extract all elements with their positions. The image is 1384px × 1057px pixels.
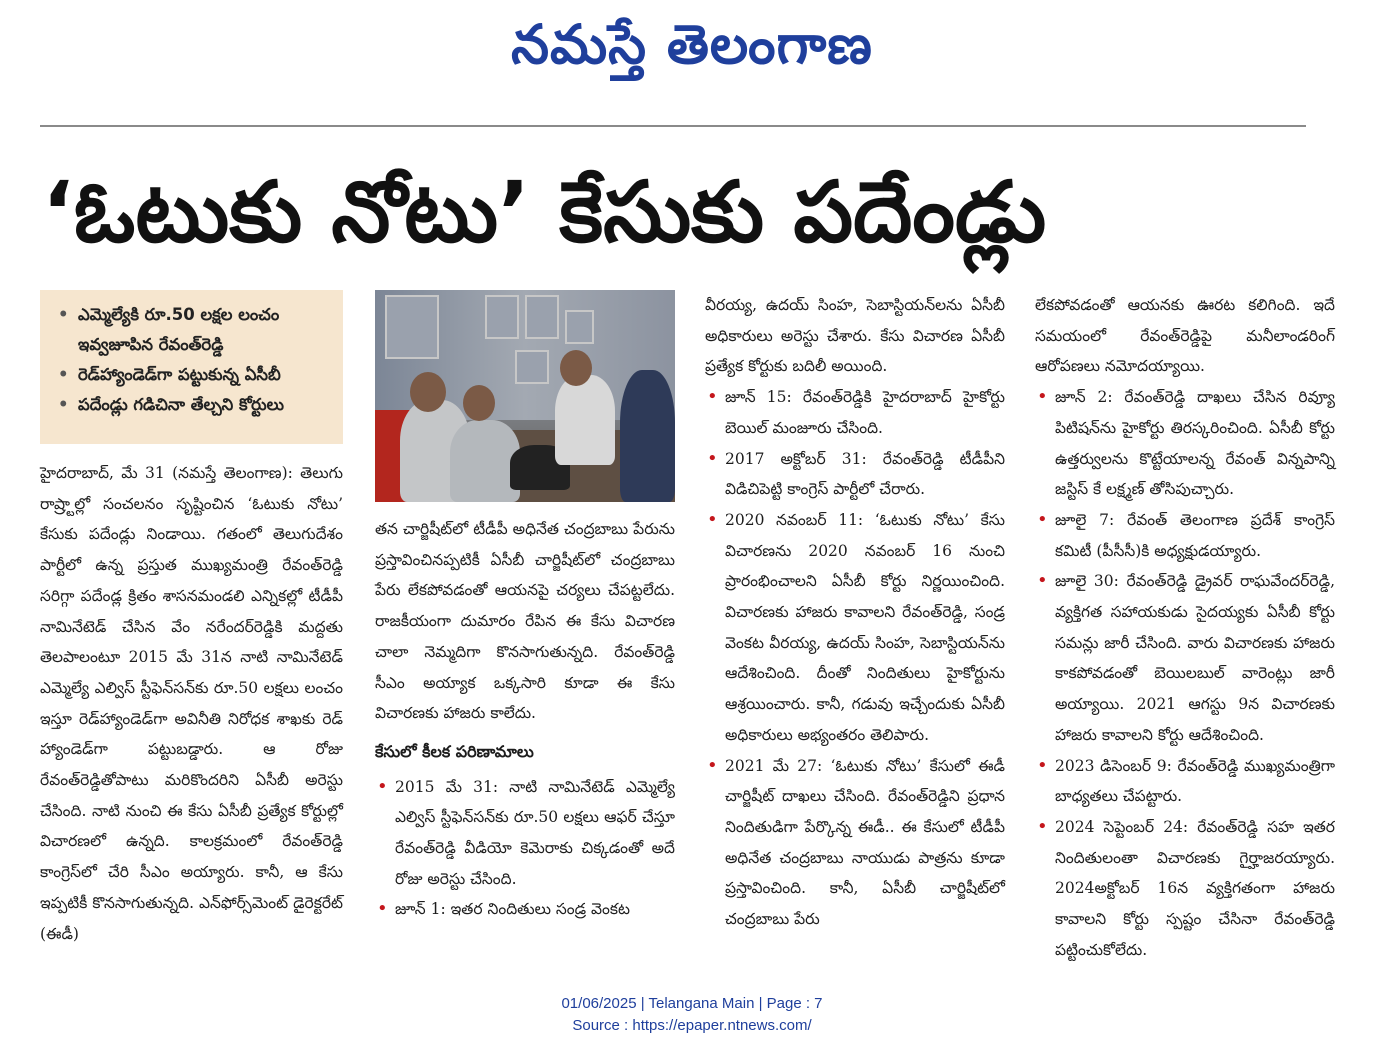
article-column-3 xyxy=(705,290,1005,934)
timeline-item: • 2021 మే 27: ‘ఓటుకు నోటు’ కేసులో ఈడీ చార్జిషీట్ దాఖలు చేసింది. రేవంత్‌రెడ్డిని ప్రధాన నిందితుడిగా పేర్కొన్న ఈడీ.. ఈ కేసులో టీడీపీ అధినేత చంద్రబాబు నాయుడు పాత్రను కూడా ప్రస్తావించింది. కానీ, ఏసీబీ చార్జిషీట్‌లో చంద్రబాబు పేరు xyxy=(705,751,1005,935)
masthead-divider xyxy=(40,125,1306,127)
timeline-item: • జూన్ 15: రేవంత్‌రెడ్డికి హైదరాబాద్ హైకోర్టు బెయిల్ మంజూరు చేసింది. xyxy=(705,382,1005,443)
article-column-2 xyxy=(375,514,675,934)
timeline-item: • 2024 సెప్టెంబర్ 24: రేవంత్‌రెడ్డి సహ ఇతర నిందితులంతా విచారణకు గైర్హాజరయ్యారు. 2024అక్టోబర్ 16న వ్యక్తిగతంగా హాజరు కావాలని కోర్టు స్పష్టం చేసినా రేవంత్‌రెడ్డి పట్టించుకోలేదు. xyxy=(1035,812,1335,966)
page-footer xyxy=(0,993,1384,1037)
article-body-text: తన చార్జిషీట్‌లో టీడీపీ అధినేత చంద్రబాబు పేరును ప్రస్తావించినప్పటికీ ఏసీబీ చార్జిషీట్‌లో చంద్రబాబు పేరు లేకపోవడంతో ఆయనపై చర్యలు చేపట్టలేదు. రాజకీయంగా దుమారం రేపిన ఈ కేసు విచారణ చాలా నెమ్మదిగా కొనసాగుతున్నది. రేవంత్‌రెడ్డి సీఎం అయ్యాక ఒక్కసారి కూడా ఈ కేసు విచారణకు హాజరు కాలేదు. xyxy=(375,520,675,723)
section-subheading: కేసులో కీలక పరిణామాలు xyxy=(375,741,534,761)
timeline-item: • జూలై 7: రేవంత్ తెలంగాణ ప్రదేశ్ కాంగ్రెస్ కమిటీ (పీసీసీ)కి అధ్యక్షుడయ్యారు. xyxy=(1035,505,1335,566)
footer-source-link[interactable]: Source : https://epaper.ntnews.com/ xyxy=(572,1017,812,1034)
article-body-text: వీరయ్య, ఉదయ్ సింహ, సెబాస్టియన్‌లను ఏసీబీ అధికారులు అరెస్టు చేశారు. కేసు విచారణ ఏసీబీ ప్రత్యేక కోర్టుకు బదిలీ అయింది. xyxy=(705,296,1005,376)
page-headline: ‘ఓటుకు నోటు’ కేసుకు పదేండ్లు xyxy=(42,163,1047,261)
article-column-1 xyxy=(40,458,343,943)
timeline-item: • జూలై 30: రేవంత్‌రెడ్డి డ్రైవర్ రాఘవేందర్‌రెడ్డి, వ్యక్తిగత సహాయకుడు సైదయ్యకు ఏసీబీ కోర్టు సమన్లు జారీ చేసింది. వారు విచారణకు హాజరు కాకపోవడంతో బెయిలబుల్ వారెంట్లు జారీ అయ్యాయి. 2021 ఆగస్టు 9న విచారణకు హాజరు కావాలని కోర్టు ఆదేశించింది. xyxy=(1035,566,1335,750)
highlight-item: • ఎమ్మెల్యేకి రూ.50 లక్షల లంచం ఇవ్వజూపిన రేవంత్‌రెడ్డి xyxy=(58,300,333,360)
article-body-text: లేకపోవడంతో ఆయనకు ఊరట కలిగింది. ఇదే సమయంలో రేవంత్‌రెడ్డిపై మనీలాండరింగ్ ఆరోపణలు నమోదయ్యాయి. xyxy=(1035,296,1335,376)
highlights-box xyxy=(40,290,343,444)
timeline-item: • 2017 అక్టోబర్ 31: రేవంత్‌రెడ్డి టీడీపీని విడిచిపెట్టి కాంగ్రెస్ పార్టీలో చేరారు. xyxy=(705,444,1005,505)
masthead-logo-text: నమస్తే తెలంగాణ xyxy=(511,13,873,76)
timeline-item: • 2023 డిసెంబర్ 9: రేవంత్‌రెడ్డి ముఖ్యమంత్రిగా బాధ్యతలు చేపట్టారు. xyxy=(1035,751,1335,812)
article-body-text: హైదరాబాద్, మే 31 (నమస్తే తెలంగాణ): తెలుగు రాష్ర్టాల్లో సంచలనం సృష్టించిన ‘ఓటుకు నోటు’ కేసుకు పదేండ్లు నిండాయి. గతంలో తెలుగుదేశం పార్టీలో ఉన్న ప్రస్తుత ముఖ్యమంత్రి రేవంత్‌రెడ్డి సరిగ్గా పదేండ్ల క్రితం శాసనమండలి ఎన్నికల్లో టీడీపీ నామినేటెడ్ చేసిన వేం నరేందర్‌రెడ్డికి మద్దతు తెలపాలంటూ 2015 మే 31న నాటి నామినేటెడ్ ఎమ్మెల్యే ఎల్విస్ స్టీఫెన్‌సన్‌కు రూ.50 లక్షలు లంచం ఇస్తూ రెడ్‌హ్యాండెడ్‌గా అవినీతి నిరోధక శాఖకు రెడ్ హ్యాండెడ్‌గా పట్టుబడ్డారు. ఆ రోజు రేవంత్‌రెడ్డితోపాటు మరికొందరిని ఏసీబీ అరెస్టు చేసింది. నాటి నుంచి ఈ కేసు ఏసీబీ ప్రత్యేక కోర్టుల్లో విచారణలో ఉన్నది. కాలక్రమంలో రేవంత్‌రెడ్డి కాంగ్రెస్‌లో చేరి సీఎం అయ్యారు. కానీ, ఆ కేసు ఇప్పటికీ కొనసాగుతున్నది. ఎన్‌ఫోర్స్‌మెంట్ డైరెక్టరేట్ (ఈడీ) xyxy=(40,464,343,943)
masthead xyxy=(0,0,1384,90)
highlight-item: • పదేండ్లు గడిచినా తేల్చని కోర్టులు xyxy=(58,390,333,420)
article-column-4 xyxy=(1035,290,1335,959)
footer-date-edition: 01/06/2025 | Telangana Main | Page : 7 xyxy=(561,995,823,1012)
timeline-item: • 2020 నవంబర్ 11: ‘ఓటుకు నోటు’ కేసు విచారణను 2020 నవంబర్ 16 నుంచి ప్రారంభించాలని ఏసీబీ కోర్టు నిర్ణయించింది. విచారణకు హాజరు కావాలని రేవంత్‌రెడ్డి, సండ్ర వెంకట వీరయ్య, ఉదయ్ సింహ, సెబాస్టియన్‌ను ఆదేశించింది. దీంతో నిందితులు హైకోర్టును ఆశ్రయించారు. కానీ, గడువు ఇచ్చేందుకు ఏసీబీ అధికారులు అభ్యంతరం తెలిపారు. xyxy=(705,505,1005,751)
timeline-item: • జూన్ 2: రేవంత్‌రెడ్డి దాఖలు చేసిన రివ్యూ పిటిషన్‌ను హైకోర్టు తిరస్కరించింది. ఏసీబీ కోర్టు ఉత్తర్వులను కొట్టేయాలన్న రేవంత్ విన్నపాన్ని జస్టిస్ కే లక్ష్మణ్ తోసిపుచ్చారు. xyxy=(1035,382,1335,505)
timeline-item: • 2015 మే 31: నాటి నామినేటెడ్ ఎమ్మెల్యే ఎల్విస్ స్టీఫెన్‌సన్‌కు రూ.50 లక్షలు ఆఫర్ చేస్తూ రేవంత్‌రెడ్డి వీడియో కెమెరాకు చిక్కడంతో అదే రోజు అరెస్టు చేసింది. xyxy=(375,772,675,895)
news-photo xyxy=(375,290,675,502)
highlight-item: • రెడ్‌హ్యాండెడ్‌గా పట్టుకున్న ఏసీబీ xyxy=(58,360,333,390)
timeline-item: • జూన్ 1: ఇతర నిందితులు సండ్ర వెంకట xyxy=(375,894,675,925)
